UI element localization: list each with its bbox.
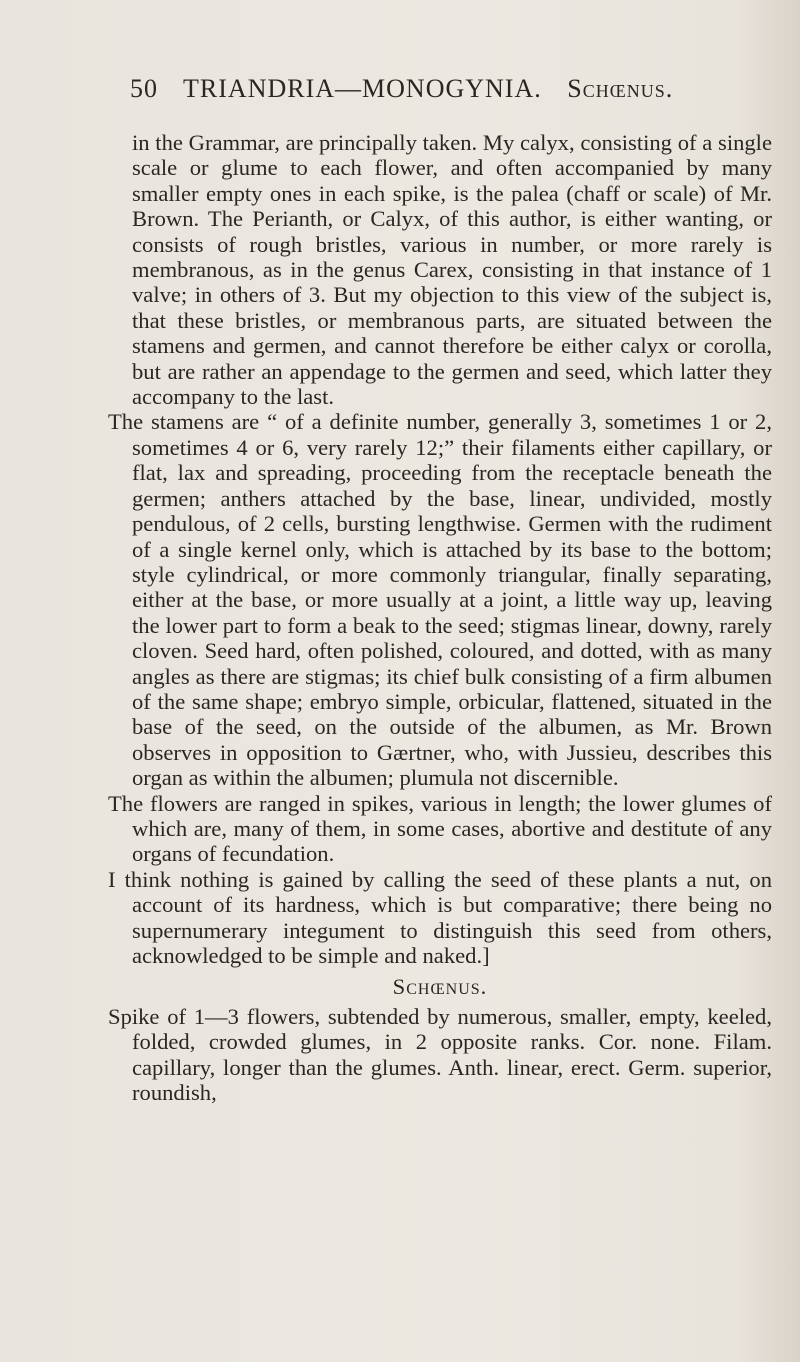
paragraph-flowers: The flowers are ranged in spikes, various in length; the lower glumes of which are, many of them, in some cases, abortive and destitute of any organs of fecundation.: [108, 790, 772, 867]
genus-description: Spike of 1—3 flowers, subtended by numerous, smaller, empty, keeled, folded, crowded glumes, in 2 opposite ranks. Cor. none. Filam. capillary, longer than the glumes. Anth. linear, erect. Germ. superior, roundish,: [108, 1003, 772, 1106]
body-text: [108, 130, 772, 1105]
running-title: TRIANDRIA—MONOGYNIA.: [183, 74, 542, 103]
genus-header: Schœnus.: [567, 74, 674, 103]
running-header: [130, 74, 750, 104]
paragraph-continuation: in the Grammar, are principally taken. My calyx, consisting of a single scale or glume to each flower, and often accompanied by many smaller empty ones in each spike, is the palea (chaff or scale) of Mr. Brown. The Perianth, or Calyx, of this author, is either wanting, or consists of rough bristles, various in number, or more rarely is membranous, as in the genus Carex, consisting in that instance of 1 valve; in others of 3. But my objection to this view of the subject is, that these bristles, or membranous parts, are situated between the stamens and germen, and cannot therefore be either calyx or corolla, but are rather an appendage to the germen and seed, which latter they accompany to the last.: [132, 130, 772, 410]
paragraph-stamens: The stamens are “ of a definite number, generally 3, sometimes 1 or 2, sometimes 4 or 6, very rarely 12;” their filaments either capillary, or flat, lax and spreading, proceeding from the receptacle beneath the germen; anthers attached by the base, linear, undivided, mostly pendulous, of 2 cells, bursting lengthwise. Germen with the rudiment of a single kernel only, which is attached by its base to the bottom; style cylindrical, or more commonly triangular, finally separating, either at the base, or more usually at a joint, a little way up, leaving the lower part to form a beak to the seed; stigmas linear, downy, rarely cloven. Seed hard, often polished, coloured, and dotted, with as many angles as there are stigmas; its chief bulk consisting of a firm albumen of the same shape; embryo simple, orbicular, flattened, situated in the base of the seed, on the outside of the albumen, as Mr. Brown observes in opposition to Gærtner, who, with Jussieu, describes this organ as within the albumen; plumula not discernible.: [108, 409, 772, 791]
page-number: 50: [130, 74, 158, 103]
paragraph-seed: I think nothing is gained by calling the seed of these plants a nut, on account of its hardness, which is but comparative; there being no supernumerary integument to distinguish this seed from others, acknowledged to be simple and naked.]: [108, 866, 772, 968]
section-title: Schœnus.: [392, 974, 488, 1000]
